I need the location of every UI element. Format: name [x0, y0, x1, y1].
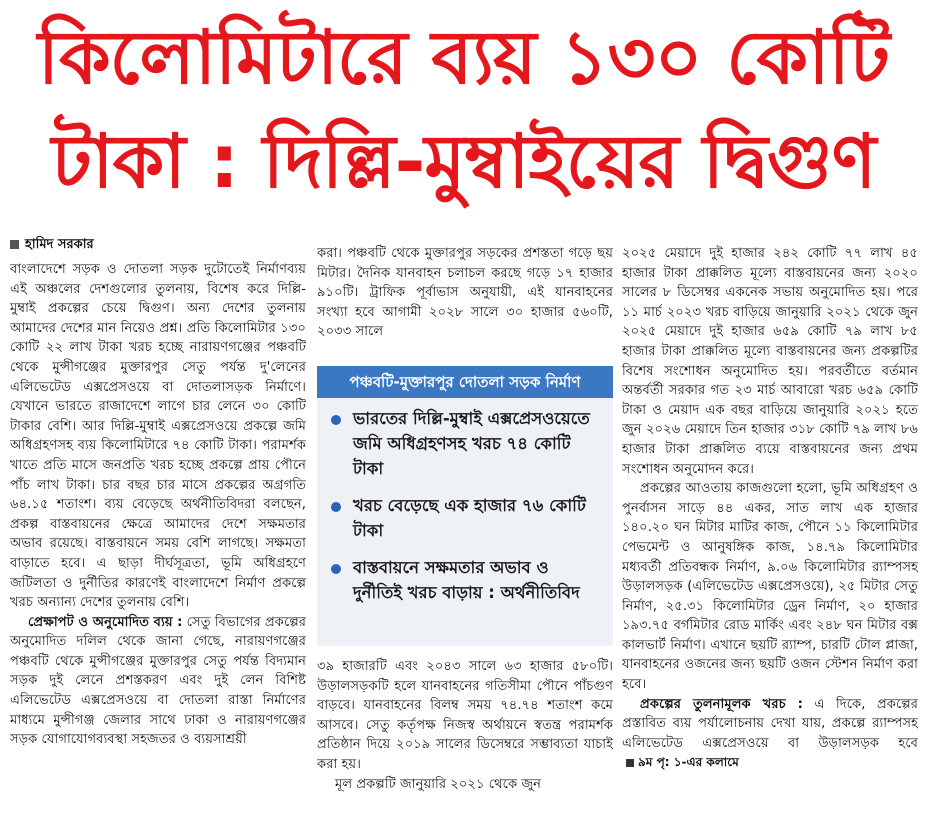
column-1 — [10, 236, 306, 836]
highlight-item — [331, 555, 603, 605]
bullet-icon — [331, 502, 341, 512]
paragraph: বাংলাদেশে সড়ক ও দোতলা সড়ক দুটোতেই নির্মাণব্যয় এই অঞ্চলের দেশগুলোর তুলনায়, বিশেষ করে দিল্লি-মুম্বাই প্রকল্পের চেয়ে দ্বিগুণ। অন্য দেশের তুলনায় আমাদের দেশের মান নিয়েও প্রশ্ন। প্রতি কিলোমিটার ১৩০ কোটি ২২ লাখ টাকা খরচ হচ্ছে নারায়ণগঞ্জের পঞ্চবটি থেকে মুন্সীগঞ্জের মুক্তারপুর সেতু পর্যন্ত দু'লেনের এলিভেটেড এক্সপ্রেসওয়ে বা দোতলাসড়ক নির্মাণে। যেখানে ভারতে রাজাদেশে লাগে চার লেনে ৩০ কোটি টাকার বেশি। আর দিল্লি-মুম্বাই এক্সপ্রেসওয়ে প্রকল্পে জমি অধিগ্রহণসহ ব্যয় কিলোমিটারে ৭৪ কোটি টাকা। পরামর্শক খাতে প্রতি মাসে জনপ্রতি খরচ হচ্ছে প্রকল্পে প্রায় পৌনে পাঁচ লাখ টাকা। চার বছর চার মাসে প্রকল্পের অগ্রগতি ৬৪.১৫ শতাংশ। ব্যয় বেড়েছে অর্থনীতিবিদরা বলছেন, প্রকল্প বাস্তবায়নের ক্ষেত্রে আমাদের দেশে সক্ষমতার অভাব রয়েছে। বাস্তবায়নে সময় বেশি লাগছে। সক্ষমতা বাড়াতে হবে। এ ছাড়া দীর্ঘসূত্রতা, ভূমি অধিগ্রহণে জটিলতা ও দুর্নীতির কারণেই বাংলাদেশে নির্মাণ প্রকল্পে খরচ অন্যান্য দেশের তুলনায় বেশি। — [10, 262, 306, 611]
paragraph: প্রকল্পের আওতায় কাজগুলো হলো, ভূমি অধিগ্রহণ ও পুনর্বাসন সাড়ে ৪৪ একর, সাত লাখ এক হাজার ১৪০.২০ ঘন মিটার মাটির কাজ, পৌনে ১১ কিলোমিটার পেভমেন্ট ও আনুষঙ্গিক কাজ, ১৪.৭৯ কিলোমিটার মধ্যবর্তী প্রতিবন্ধক নির্মাণ, ৯.০৬ কিলোমিটার র‍্যাম্পসহ উড়ালসড়ক (এলিভেটেড এক্সপ্রেসওয়ে), ২৫ মিটার সেতু নির্মাণ, ২৫.৩১ কিলোমিটার ড্রেন নির্মাণ, ২০ হাজার ১৯৩.৭৫ বর্গমিটার রোড মার্কিং এবং ২৪৮ ঘন মিটার বক্স কালভার্ট নির্মাণ। এখানে ছয়টি র‍্যাম্প, চারটি টোল প্লাজা, যানবাহনের ওজনের জন্য ছয়টি ওজন স্টেশন নির্মাণ করা হবে। — [622, 481, 918, 693]
highlight-item-text: ভারতের দিল্লি-মুম্বাই এক্সপ্রেসওয়েতে জমি অধিগ্রহণসহ খরচ ৭৪ কোটি টাকা — [353, 409, 590, 478]
square-bullet-icon — [626, 759, 634, 767]
highlight-box — [317, 366, 613, 646]
paragraph-body: সেতু বিভাগের প্রকল্পের অনুমোদিত দলিল থেকে জানা গেছে, নারায়ণগঞ্জের পঞ্চবটি থেকে মুন্সীগঞ্জের মুক্তারপুর সেতু পর্যন্ত বিদ্যমান সড়ক দুই লেনে প্রশস্তকরণ এবং দুই লেন বিশিষ্ট এলিভেটেড এক্সপ্রেসওয়ে বা দোতলা রাস্তা নির্মাণের মাধ্যমে মুন্সীগঞ্জ জেলার সাথে ঢাকা ও নারায়ণগঞ্জের সড়ক যোগাযোগব্যবস্থা সহজতর ও ব্যয়সাশ্রয়ী — [10, 614, 306, 748]
column-2-top — [317, 244, 613, 364]
headline — [0, 6, 927, 214]
highlight-item-text: বাস্তবায়নে সক্ষমতার অভাব ও দুর্নীতিই খরচ বাড়ায় : অর্থনীতিবিদ — [353, 558, 580, 602]
subheading: প্রেক্ষাপট ও অনুমোদিত ব্যয় : — [28, 614, 183, 630]
subheading: প্রকল্পের তুলনামূলক খরচ : — [640, 696, 803, 712]
paragraph — [622, 695, 918, 773]
bullet-icon — [331, 564, 341, 574]
column-2-bottom — [317, 657, 613, 839]
byline — [10, 236, 306, 254]
paragraph: করা। পঞ্চবটি থেকে মুক্তারপুর সড়কের প্রশস্ততা গড়ে ছয় মিটার। দৈনিক যানবাহন চলাচল করছে গড়ে ১৭ হাজার ৯১০টি। ট্রাফিক পূর্বাভাস অনুযায়ী, এই যানবাহনের সংখ্যা হবে আগামী ২০২৮ সালে ৩০ হাজার ৫৬০টি, ২০৩৩ সালে — [317, 246, 613, 340]
highlight-item — [331, 493, 603, 543]
byline-author: হামিদ সরকার — [25, 237, 94, 252]
highlight-box-title: পঞ্চবটি-মুক্তারপুর দোতলা সড়ক নির্মাণ — [317, 366, 613, 398]
highlight-item-text: খরচ বেড়েছে এক হাজার ৭৬ কোটি টাকা — [353, 496, 586, 540]
continued-note — [622, 755, 739, 769]
headline-line-2: টাকা : দিল্লি-মুম্বাইয়ের দ্বিগুণ — [51, 119, 876, 205]
paragraph — [10, 613, 306, 750]
highlight-box-list — [317, 398, 613, 605]
continued-text: ৯ম পৃ: ১-এর কলামে — [638, 755, 739, 770]
paragraph: ৩৯ হাজারটি এবং ২০৪৩ সালে ৬৩ হাজার ৫৮০টি। উড়ালসড়কটি হলে যানবাহনের গতিসীমা পৌনে পাঁচগুণ বাড়বে। যানবাহনের বিলম্ব সময় ৭৪.৭৪ শতাংশ কমে আসবে। সেতু কর্তৃপক্ষ নিজস্ব অর্থায়নে স্বতন্ত্র পরামর্শক প্রতিষ্ঠান দিয়ে ২০১৯ সালের ডিসেম্বরে সম্ভাব্যতা যাচাই করা হয়। — [317, 659, 613, 772]
highlight-item — [331, 406, 603, 481]
paragraph: ২০২৫ মেয়াদে দুই হাজার ২৪২ কোটি ৭৭ লাখ ৪৫ হাজার টাকা প্রাক্কলিত মূল্যে বাস্তবায়নের জন্য ২০২০ সালের ৮ ডিসেম্বর একনেক সভায় অনুমোদিত হয়। পরে ১১ মার্চ ২০২৩ খরচ বাড়িয়ে জানুয়ারি ২০২১ থেকে জুন ২০২৫ মেয়াদে দুই হাজার ৬৫৯ কোটি ৭৯ লাখ ৮৫ হাজার টাকা প্রাক্কলিত মূল্যে বাস্তবায়নের জন্য প্রকল্পটির বিশেষ সংশোধন অনুমোদিত হয়। পরবর্তীতে বর্তমান অন্তর্বর্তী সরকার গত ২৩ মার্চ আবারো খরচ ৬৫৯ কোটি টাকা ও মেয়াদ এক বছর বাড়িয়ে জানুয়ারি ২০২১ হতে জুন ২০২৬ মেয়াদে তিন হাজার ৩১৮ কোটি ৭৯ লাখ ৮৬ হাজার টাকা প্রাক্কলিত ব্যয়ে বাস্তবায়নের জন্য প্রথম সংশোধন অনুমোদন করে। — [622, 246, 918, 477]
bullet-icon — [331, 415, 341, 425]
paragraph: মূল প্রকল্পটি জানুয়ারি ২০২১ থেকে জুন — [335, 776, 542, 792]
byline-bullet-icon — [10, 240, 19, 249]
headline-line-1: কিলোমিটারে ব্যয় ১৩০ কোটি — [37, 15, 890, 101]
column-3 — [622, 244, 918, 839]
paragraph-body: এ দিকে, প্রকল্পের প্রস্তাবিত ব্যয় পর্যালোচনায় দেখা যায়, প্রকল্পে র‍্যাম্পসহ এলিভেটেড এক্সপ্রেসওয়ে বা উড়ালসড়ক হবে — [622, 696, 918, 751]
